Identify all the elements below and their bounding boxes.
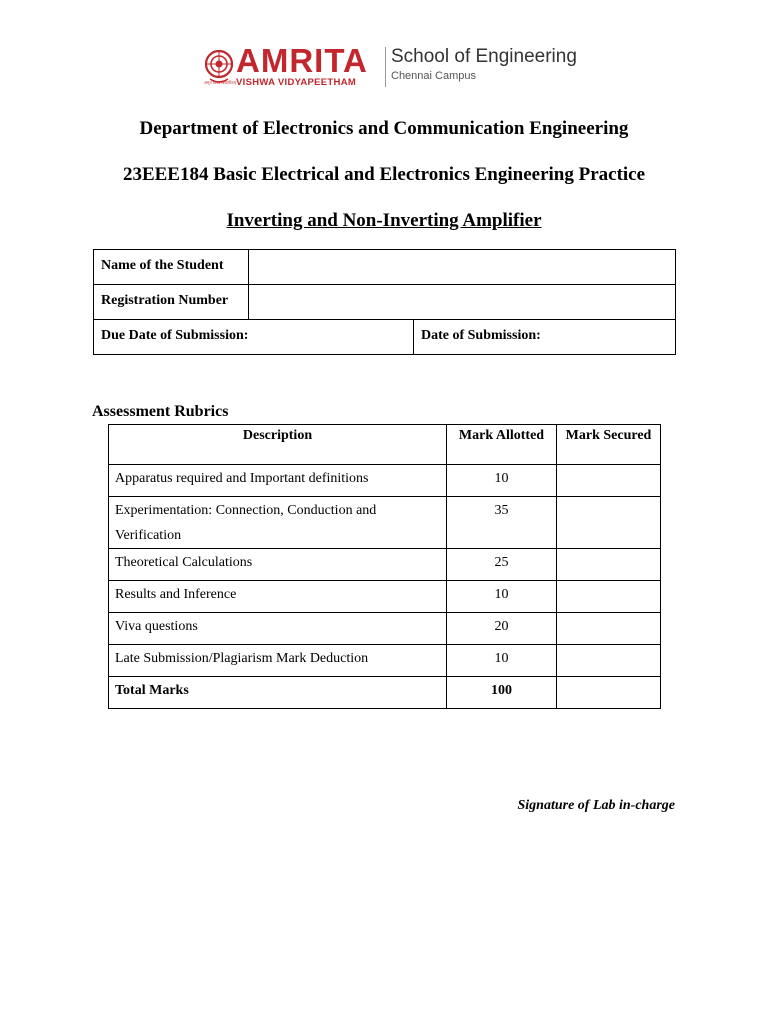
table-row <box>109 645 661 677</box>
logo-school: School of Engineering <box>391 46 577 67</box>
row-mark-allotted: 10 <box>447 465 557 497</box>
row-mark-secured[interactable] <box>557 645 661 677</box>
row-mark-allotted: 10 <box>447 645 557 677</box>
submission-date-label[interactable]: Date of Submission: <box>414 320 676 355</box>
header-description: Description <box>109 425 447 465</box>
due-date-label[interactable]: Due Date of Submission: <box>94 320 414 355</box>
total-label: Total Marks <box>109 677 447 709</box>
row-mark-secured[interactable] <box>557 497 661 549</box>
row-description: Theoretical Calculations <box>109 549 447 581</box>
row-description: Experimentation: Connection, Conduction and Verification <box>109 497 447 549</box>
table-row <box>109 549 661 581</box>
table-row <box>109 465 661 497</box>
total-row <box>109 677 661 709</box>
student-name-row <box>94 250 676 285</box>
row-mark-secured[interactable] <box>557 465 661 497</box>
table-row <box>109 613 661 645</box>
logo-tagline: अमृत विश्व विद्यापीठम् <box>204 80 236 85</box>
header-mark-allotted: Mark Allotted <box>447 425 557 465</box>
row-description: Late Submission/Plagiarism Mark Deduction <box>109 645 447 677</box>
header-mark-secured: Mark Secured <box>557 425 661 465</box>
logo-campus: Chennai Campus <box>391 70 476 82</box>
student-name-field[interactable] <box>249 250 676 285</box>
department-heading: Department of Electronics and Communication Engineering <box>139 118 629 139</box>
student-info-table <box>93 249 676 355</box>
student-name-label: Name of the Student <box>94 250 249 285</box>
row-description: Viva questions <box>109 613 447 645</box>
table-row <box>109 497 661 549</box>
logo-divider <box>385 47 386 87</box>
row-description: Results and Inference <box>109 581 447 613</box>
logo-brand-sub: VISHWA VIDYAPEETHAM <box>236 77 357 88</box>
logo-brand: AMRITA <box>236 42 368 79</box>
row-mark-allotted: 25 <box>447 549 557 581</box>
row-mark-secured[interactable] <box>557 549 661 581</box>
row-mark-allotted: 10 <box>447 581 557 613</box>
row-description: Apparatus required and Important definitions <box>109 465 447 497</box>
registration-field[interactable] <box>249 285 676 320</box>
registration-label: Registration Number <box>94 285 249 320</box>
amrita-logo <box>204 44 594 90</box>
course-heading: 23EEE184 Basic Electrical and Electronics Engineering Practice <box>122 164 646 185</box>
rubrics-header-row <box>109 425 661 465</box>
table-row <box>109 581 661 613</box>
row-mark-allotted: 35 <box>447 497 557 549</box>
experiment-title: Inverting and Non-Inverting Amplifier <box>226 210 542 231</box>
row-mark-allotted: 20 <box>447 613 557 645</box>
signature-label: Signature of Lab in-charge <box>517 798 675 813</box>
rubrics-table <box>108 424 661 709</box>
rubrics-title: Assessment Rubrics <box>92 403 229 420</box>
row-mark-secured[interactable] <box>557 581 661 613</box>
registration-row <box>94 285 676 320</box>
total-mark-secured[interactable] <box>557 677 661 709</box>
row-mark-secured[interactable] <box>557 613 661 645</box>
total-mark-allotted: 100 <box>447 677 557 709</box>
submission-dates-row <box>94 320 676 355</box>
